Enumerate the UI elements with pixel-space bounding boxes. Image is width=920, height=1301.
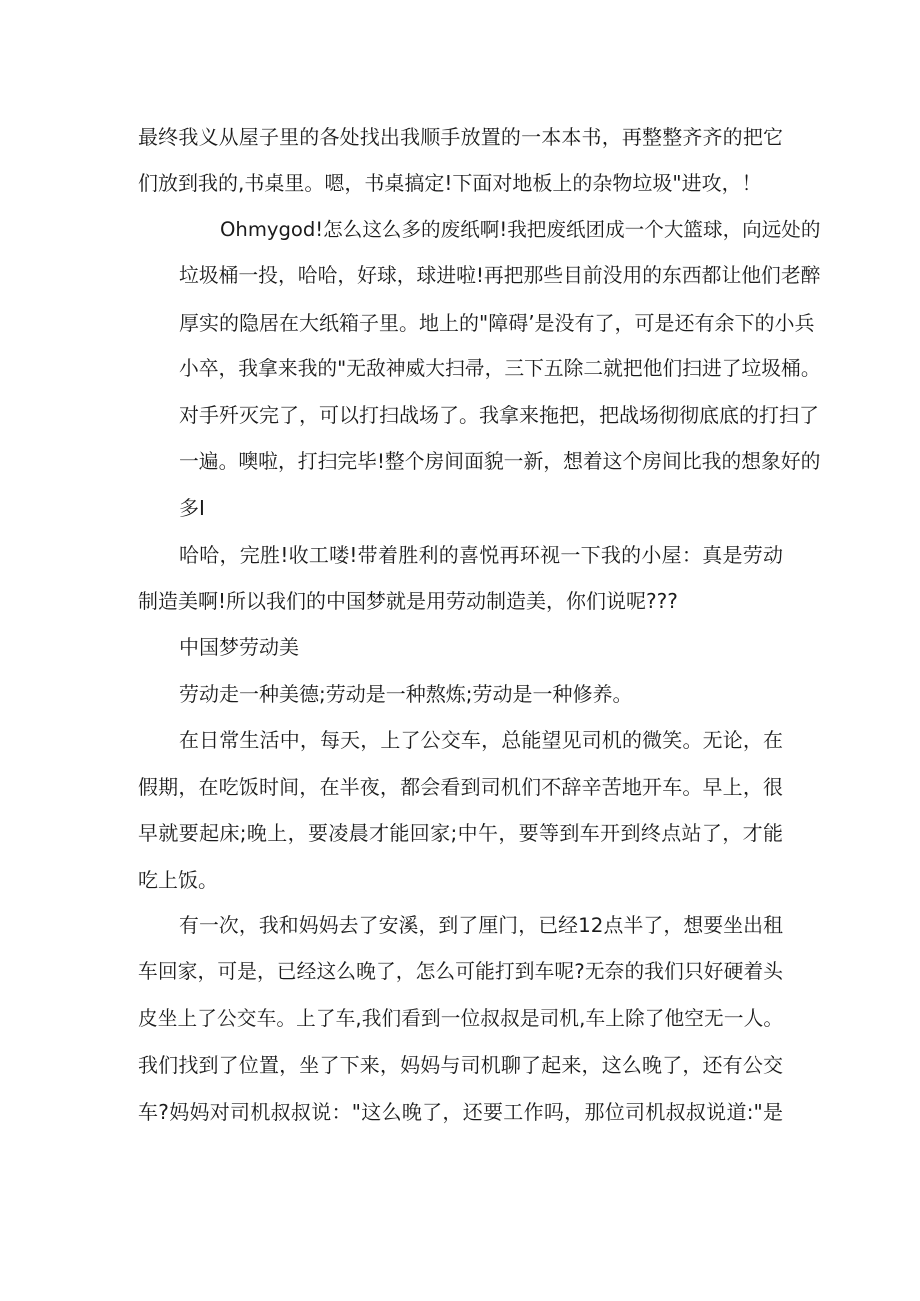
paragraph-4	[138, 671, 783, 717]
paragraph-3	[138, 532, 783, 625]
text-line: 车回家，可是，已经这么晚了，怎么可能打到车呢?无奈的我们只好硬着头	[138, 960, 783, 984]
text-line: 对手歼灭完了，可以打扫战场了。我拿来拖把，把战场彻彻底底的打扫了	[179, 403, 819, 428]
document-body	[138, 114, 821, 1135]
text-line: 皮坐上了公交车。上了车,我们看到一位叔叔是司机,车上除了他空无一人。	[138, 1006, 783, 1030]
text-line: 劳动走一种美德;劳动是一种熬炼;劳动是一种修养。	[179, 681, 633, 706]
text-line: 一遍。噢啦，打扫完毕!整个房间面貌一新，想着这个房间比我的想象好的	[179, 449, 821, 473]
text-line: 在日常生活中，每天，上了公交车，总能望见司机的微笑。无论，在	[179, 728, 783, 753]
paragraph-6	[138, 903, 783, 1135]
section-heading	[138, 624, 783, 670]
text-line: 我们找到了位置，坐了下来，妈妈与司机聊了起来，这么晚了，还有公交	[138, 1053, 783, 1078]
text-line: 吃上饭。	[138, 867, 218, 892]
text-line: 多I	[179, 496, 205, 521]
text-line: 垃圾桶一投，哈哈，好球，球进啦!再把那些目前没用的东西都让他们老醉	[179, 264, 821, 288]
text-line: Ohmygod!怎么这么多的废纸啊!我把废纸团成一个大篮球，向远处的	[220, 217, 821, 241]
text-line: 车?妈妈对司机叔叔说："这么晚了，还要工作吗，那位司机叔叔说道:"是	[138, 1099, 783, 1124]
text-line: 小卒，我拿来我的"无敌神威大扫帚，三下五除二就把他们扫进了垃圾桶。	[179, 357, 821, 381]
text-line: 最终我义从屋子里的各处找出我顺手放置的一本本书，再整整齐齐的把它	[138, 125, 783, 149]
text-line: 制造美啊!所以我们的中国梦就是用劳动制造美，你们说呢???	[138, 589, 678, 614]
text-line: 们放到我的,书桌里。嗯，书桌搞定!下面对地板上的杂物垃圾"进攻，！	[138, 171, 762, 196]
text-line: 有一次，我和妈妈去了安溪，到了厘门，已经12点半了，想要坐出租	[179, 913, 783, 937]
text-line: 厚实的隐居在大纸箱子里。地上的"障碍’是没有了，可是还有余下的小兵	[179, 310, 815, 335]
text-line: 早就要起床;晚上，要凌晨才能回家;中午，要等到车开到终点站了，才能	[138, 821, 783, 846]
paragraph-2	[138, 207, 821, 532]
paragraph-1	[138, 114, 783, 207]
heading-text: 中国梦劳动美	[179, 635, 299, 660]
paragraph-5	[138, 717, 783, 903]
text-line: 假期，在吃饭时间，在半夜，都会看到司机们不辞辛苦地开车。早上，很	[138, 774, 783, 799]
text-line: 哈哈，完胜!收工喽!带着胜利的喜悦再环视一下我的小屋：真是劳动	[179, 542, 783, 567]
